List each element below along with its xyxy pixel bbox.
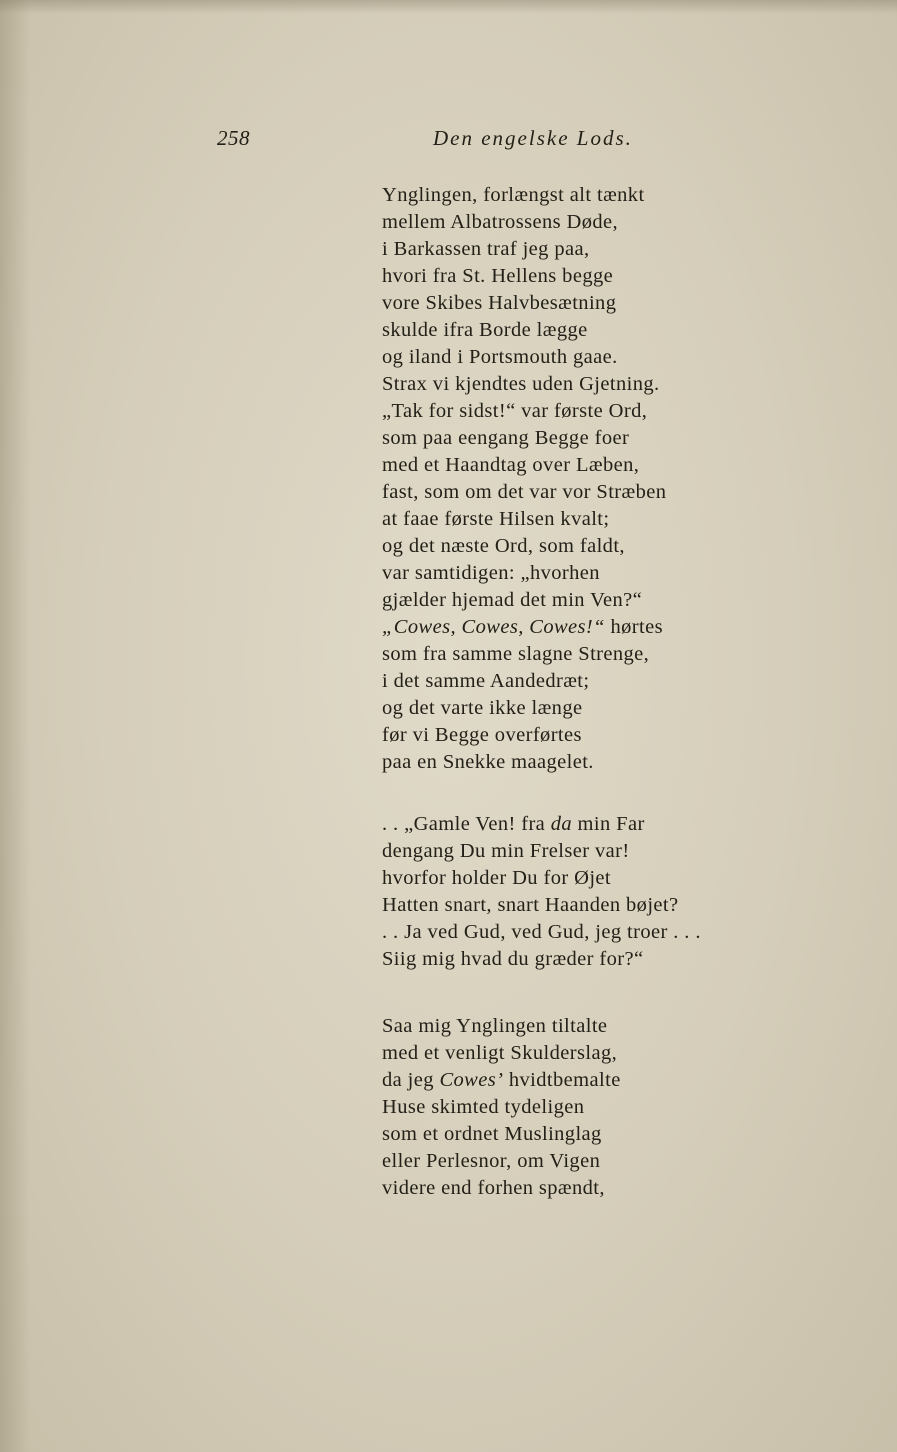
verse-line: før vi Begge overførtes bbox=[382, 724, 582, 746]
running-header bbox=[0, 126, 897, 162]
verse-line: . . „Gamle Ven! fra da min Far bbox=[382, 813, 645, 835]
verse-line: som paa eengang Begge foer bbox=[382, 427, 630, 449]
verse-line: var samtidigen: „hvorhen bbox=[382, 562, 600, 584]
italic-text: „Cowes, Cowes, Cowes!“ bbox=[382, 616, 605, 638]
verse-line: Saa mig Ynglingen tiltalte bbox=[382, 1015, 608, 1037]
verse-line: Ynglingen, forlængst alt tænkt bbox=[382, 184, 645, 206]
verse-line: da jeg Cowes’ hvidtbemalte bbox=[382, 1069, 621, 1091]
verse-line: som et ordnet Muslinglag bbox=[382, 1123, 602, 1145]
verse-line: gjælder hjemad det min Ven?“ bbox=[382, 589, 643, 611]
verse-line: paa en Snekke maagelet. bbox=[382, 751, 594, 773]
verse-line: eller Perlesnor, om Vigen bbox=[382, 1150, 601, 1172]
verse-line: som fra samme slagne Strenge, bbox=[382, 643, 650, 665]
verse-line: „Cowes, Cowes, Cowes!“ hørtes bbox=[382, 616, 663, 638]
verse-line: Strax vi kjendtes uden Gjetning. bbox=[382, 373, 660, 395]
running-title: Den engelske Lods. bbox=[433, 126, 633, 150]
verse-line: at faae første Hilsen kvalt; bbox=[382, 508, 610, 530]
page-number: 258 bbox=[217, 126, 250, 150]
stanza-break bbox=[382, 973, 802, 1013]
verse-line: i Barkassen traf jeg paa, bbox=[382, 238, 590, 260]
verse-line: og det næste Ord, som faldt, bbox=[382, 535, 625, 557]
italic-text: Cowes’ bbox=[439, 1069, 504, 1091]
verse-line: skulde ifra Borde lægge bbox=[382, 319, 588, 341]
verse-line: Huse skimted tydeligen bbox=[382, 1096, 585, 1118]
stanza-3 bbox=[382, 1013, 802, 1202]
verse-line: dengang Du min Frelser var! bbox=[382, 840, 630, 862]
verse-line: hvorfor holder Du for Øjet bbox=[382, 867, 612, 889]
verse-line: med et venligt Skulderslag, bbox=[382, 1042, 618, 1064]
verse-line: med et Haandtag over Læben, bbox=[382, 454, 640, 476]
italic-text: da bbox=[550, 813, 573, 835]
verse-line: . . Ja ved Gud, ved Gud, jeg troer . . . bbox=[382, 921, 701, 943]
verse-line: Siig mig hvad du græder for?“ bbox=[382, 948, 644, 970]
page-shadow-top bbox=[0, 0, 897, 14]
verse-line: Hatten snart, snart Haanden bøjet? bbox=[382, 894, 679, 916]
verse-line: og det varte ikke længe bbox=[382, 697, 583, 719]
page-shadow-left bbox=[0, 0, 30, 1452]
verse-line: og iland i Portsmouth gaae. bbox=[382, 346, 618, 368]
verse-line: hvori fra St. Hellens begge bbox=[382, 265, 614, 287]
verse-line: fast, som om det var vor Stræben bbox=[382, 481, 667, 503]
verse-line: „Tak for sidst!“ var første Ord, bbox=[382, 400, 648, 422]
verse-line: mellem Albatrossens Døde, bbox=[382, 211, 619, 233]
stanza-break bbox=[382, 776, 802, 811]
verse-line: i det samme Aandedræt; bbox=[382, 670, 590, 692]
stanza-1 bbox=[382, 182, 802, 776]
poem-text bbox=[382, 182, 802, 1202]
verse-line: videre end forhen spændt, bbox=[382, 1177, 605, 1199]
stanza-2 bbox=[382, 811, 802, 973]
verse-line: vore Skibes Halvbesætning bbox=[382, 292, 617, 314]
